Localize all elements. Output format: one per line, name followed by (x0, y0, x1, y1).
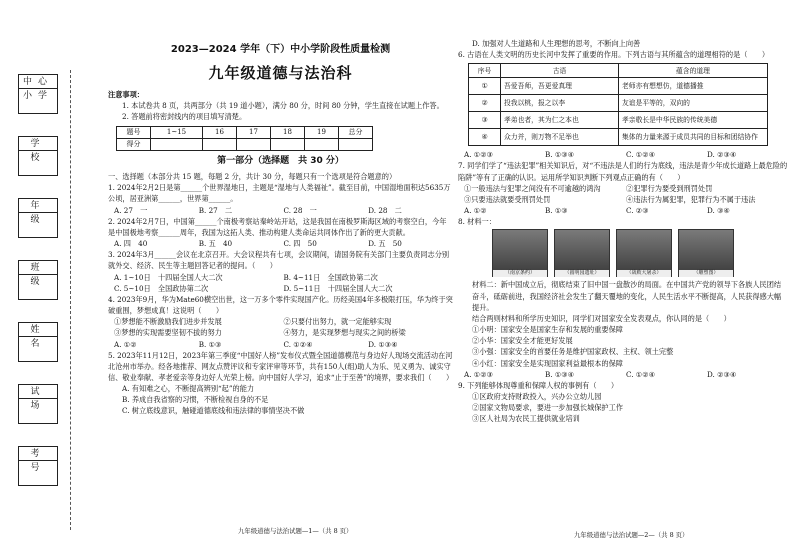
score-input[interactable] (237, 139, 271, 151)
binding-field-grade[interactable]: 年 级 (18, 198, 58, 238)
question-6: 6. 古语在人类文明的历史长河中发挥了重要的作用。下列古语与其所蕴含的道理相符的是（ ） (458, 50, 770, 60)
question-3-options-row2 (108, 283, 453, 294)
page-footer-right: 九年级道德与法治试题—2—（共 8 页） (574, 531, 689, 539)
question-4: 4. 2023年9月，华为Mate60横空出世，这一万多个零件实现国产化。历经美国4年多极限打压，华为终于突破重围，梦想成真！这说明（ ） (108, 294, 453, 316)
option[interactable]: B. ①③④ (545, 150, 575, 160)
left-column (108, 36, 453, 417)
binding-field-center-school[interactable]: 中心小学 (18, 74, 58, 114)
score-table (116, 126, 373, 151)
photo-image: （雕塑图） (678, 229, 734, 277)
material-2: 材料二：新中国成立后，彻底结束了旧中国一盘散沙的局面。在中国共产党的领导下各族人民团结奋斗，砥砺前进，我国经济社会发生了翻天覆地的变化，人民生活水平不断提高，人民获得感大幅提升。 (472, 280, 782, 312)
question-7-statements-row2 (458, 194, 788, 205)
question-4-statements-row2 (108, 327, 453, 338)
question-8: 8. 材料一： (458, 217, 496, 227)
question-7: 7. 同学们学了“违法犯罪”相关知识后，对“不违法是人们的行为底线，违法是青少年成长道路上最危险的陷阱”等有了正确的认识。运用所学知识判断下列观点正确的有（ ） (458, 161, 788, 182)
statement: ②只要付出努力，就一定能够实现 (283, 317, 392, 327)
option[interactable]: B. 五 40 (198, 239, 233, 249)
question-5-option-d[interactable]: D. 加强对人生道路和人生理想的思考，不断向上向善 (472, 39, 641, 48)
photo-image: （南京条约） (492, 229, 548, 277)
question-7-statements-row1 (458, 183, 788, 194)
option[interactable]: A. 四 40 (114, 239, 148, 249)
score-input[interactable] (271, 139, 305, 151)
question-1-options (108, 205, 453, 216)
score-cell: 19 (305, 127, 339, 139)
question-5: 5. 2023年11月12日，2023年第三季度“中国好人榜”发布仪式暨全国道德模范与身边好人现场交流活动在河北沧州市举办。经各地推荐、网友点赞评议和专家评审等环节，共有150人(组)助人为乐、见义勇为、诚实守信、敬业奉献、孝老爱亲等身边好人光荣上榜。向中国好人学习，追求“止于至善”的境界，要求我们（ ） (108, 350, 454, 382)
option[interactable]: D. ③④ (707, 206, 730, 216)
option[interactable]: D. ②③④ (707, 369, 737, 379)
option[interactable]: B. ①③④ (545, 369, 575, 379)
question-5-option-c[interactable]: C. 树立底线意识，触碰道德底线和违法律的事情坚决不做 (122, 406, 305, 416)
page-footer-left: 九年级道德与法治试题—1—（共 8 页） (238, 527, 353, 535)
quote-header: 序号 (469, 64, 501, 78)
question-2: 2. 2024年2月7日，中国第______个南极考察站秦岭站开站，这是我国在南极罗斯海区域的考察空白，今年是中国极地考察______周年，我国为这拓人类、推动构建人类命运共同体作出了新的更大贡献。 (108, 216, 447, 237)
option[interactable]: D. 五 50 (368, 239, 402, 249)
question-8-options (458, 369, 788, 380)
binding-strip (8, 70, 80, 530)
binding-field-exam-room[interactable]: 试 场 (18, 384, 58, 424)
score-cell: 总分 (339, 127, 373, 139)
option[interactable]: C. ①②④ (626, 150, 656, 160)
statement: ①梦想能不断激励我们进步并发展 (114, 317, 222, 327)
part1-title: 第一部分（选择题 共 30 分） (217, 156, 344, 167)
score-cell: 题号 (117, 127, 151, 139)
option[interactable]: A. 27 一 (114, 205, 148, 215)
option[interactable]: B. ①③ (545, 206, 568, 216)
notice-item: 2. 答题前将密封线内的项目填写清楚。 (122, 112, 247, 122)
option[interactable]: C. ②③ (626, 206, 649, 216)
question-4-statements-row1 (108, 316, 453, 327)
score-input[interactable] (203, 139, 237, 151)
photo-image: （圆明园遗址） (554, 229, 610, 277)
table-row: ② 投我以桃，报之以李 友谊是平等的，双向的 (469, 95, 768, 112)
notice-heading: 注意事项： (108, 89, 144, 99)
score-cell: 16 (203, 127, 237, 139)
score-input[interactable] (151, 139, 203, 151)
question-7-options (458, 205, 788, 216)
quote-header: 蕴含的道理 (619, 64, 768, 78)
score-input[interactable] (305, 139, 339, 151)
score-cell: 17 (237, 127, 271, 139)
question-3-options-row1 (108, 272, 453, 283)
question-8-prompt: 结合两则材料和所学历史知识，同学们对国家安全发表观点，你认同的是（ ） (472, 313, 731, 323)
score-cell: 1~15 (151, 127, 203, 139)
table-row: ① 吾爱吾师，吾更爱真理 老师亦有想想仿，道德播推 (469, 78, 768, 95)
option[interactable]: B. 4~11日 全国政协第二次 (283, 272, 378, 282)
option[interactable]: D. ①③④ (368, 339, 398, 349)
statement: ①小明：国家安全是国家生存和发展的重要保障 (472, 325, 623, 335)
table-row: ④ 众力并，则万物不足举也 集体的力量来源于成员共同的目标和团结协作 (469, 129, 768, 146)
option[interactable]: A. ①②③ (464, 369, 494, 379)
binding-field-class[interactable]: 班 级 (18, 260, 58, 300)
option[interactable]: B. 27 二 (198, 205, 233, 215)
statement: ②国家文物局要求，要进一步加强长城保护工作 (472, 403, 623, 413)
table-row: ③ 孝弟也者，其为仁之本也 孝亲敬长是中华民族的传统美德 (469, 112, 768, 129)
option[interactable]: A. 1~10日 十四届全国人大二次 (114, 272, 223, 282)
option[interactable]: D. ②③④ (707, 150, 737, 160)
score-cell: 得分 (117, 139, 151, 151)
statement: ④小红：国家安全是实现国家利益最根本的保障 (472, 358, 623, 368)
option[interactable]: B. ①③ (198, 339, 222, 349)
photo-image: （战败大屠杀） (616, 229, 672, 277)
question-4-options (108, 339, 453, 350)
question-6-options (458, 149, 788, 160)
question-2-options (108, 238, 453, 249)
question-9: 9. 下列能够体现尊重和保障人权的事例有（ ） (458, 380, 619, 390)
option[interactable]: C. ①②④ (283, 339, 313, 349)
statement: ④努力，是实现梦想与现实之间的桥梁 (283, 328, 406, 338)
question-3: 3. 2024年3月______会议在北京召开。大会议程共有七项，会议期间，请国务院有关部门主要负责同志分别就外交、经济、民生等主题回答记者的提问。（ ） (108, 250, 450, 271)
binding-field-name[interactable]: 姓 名 (18, 322, 58, 362)
score-input[interactable] (339, 139, 373, 151)
statement: ③梦想的实现需要坚韧不拔的努力 (114, 328, 222, 338)
statement: ③只要违法就要受刑罚处罚 (464, 194, 551, 204)
question-5-option-b[interactable]: B. 养成自我省察的习惯，不断检视自身的不足 (122, 395, 269, 405)
seal-line (70, 70, 71, 530)
subject-title: 九年级道德与法治科 (208, 63, 353, 82)
statement: ①一般违法与犯罪之间没有不可逾越的鸿沟 (464, 183, 601, 193)
option[interactable]: C. 5~10日 全国政协第二次 (114, 283, 209, 293)
statement: ③区人社局为农民工提供就业培训 (472, 414, 580, 424)
option[interactable]: A. ①② (464, 206, 487, 216)
score-cell: 18 (271, 127, 305, 139)
question-1: 1. 2024年2月2日是第______个世界湿地日，主题是“湿地与人类福祉”。截至目前，中国湿地面积达5635万公顷，居亚洲第______，世界第______。 (108, 183, 451, 204)
option[interactable]: D. 5~11日 十四届全国人大二次 (283, 283, 393, 293)
section-heading: 一、选择题（本部分共 15 题，每题 2 分，共计 30 分，每题只有一个选项是符合题意的） (108, 172, 397, 182)
statement: ②小华：国家安全才能更好发展 (472, 336, 573, 346)
option[interactable]: D. 28 二 (368, 205, 402, 215)
option[interactable]: A. ①② (114, 339, 137, 349)
right-column (458, 38, 788, 424)
option[interactable]: A. ①②③ (464, 150, 494, 160)
option[interactable]: C. 28 一 (283, 205, 317, 215)
quote-table (468, 63, 768, 146)
statement: ④违法行为属犯罪，犯罪行为不属于违法 (626, 194, 756, 204)
statement: ①区政府支持财政投入，兴办公立幼儿园 (472, 391, 602, 401)
option[interactable]: C. 四 50 (283, 239, 317, 249)
quote-header: 古语 (501, 64, 619, 78)
notice-item: 1. 本试卷共 8 页，共两部分（共 19 道小题），满分 80 分，时间 80 分钟，学生直接在试题上作答。 (122, 100, 444, 110)
statement: ②犯罪行为要受到刑罚处罚 (626, 183, 713, 193)
question-5-option-a[interactable]: A. 有知难之心，不断提高辨别“起”的能力 (122, 384, 255, 394)
exam-title: 2023—2024 学年（下）中小学阶段性质量检测 (170, 44, 391, 55)
option[interactable]: C. ①②④ (626, 369, 656, 379)
statement: ③小强：国家安全的首要任务是维护国家政权、主权、领土完整 (472, 347, 674, 357)
material-photos (492, 229, 788, 277)
binding-field-school[interactable]: 学 校 (18, 136, 58, 176)
binding-field-exam-number[interactable]: 考 号 (18, 446, 58, 486)
